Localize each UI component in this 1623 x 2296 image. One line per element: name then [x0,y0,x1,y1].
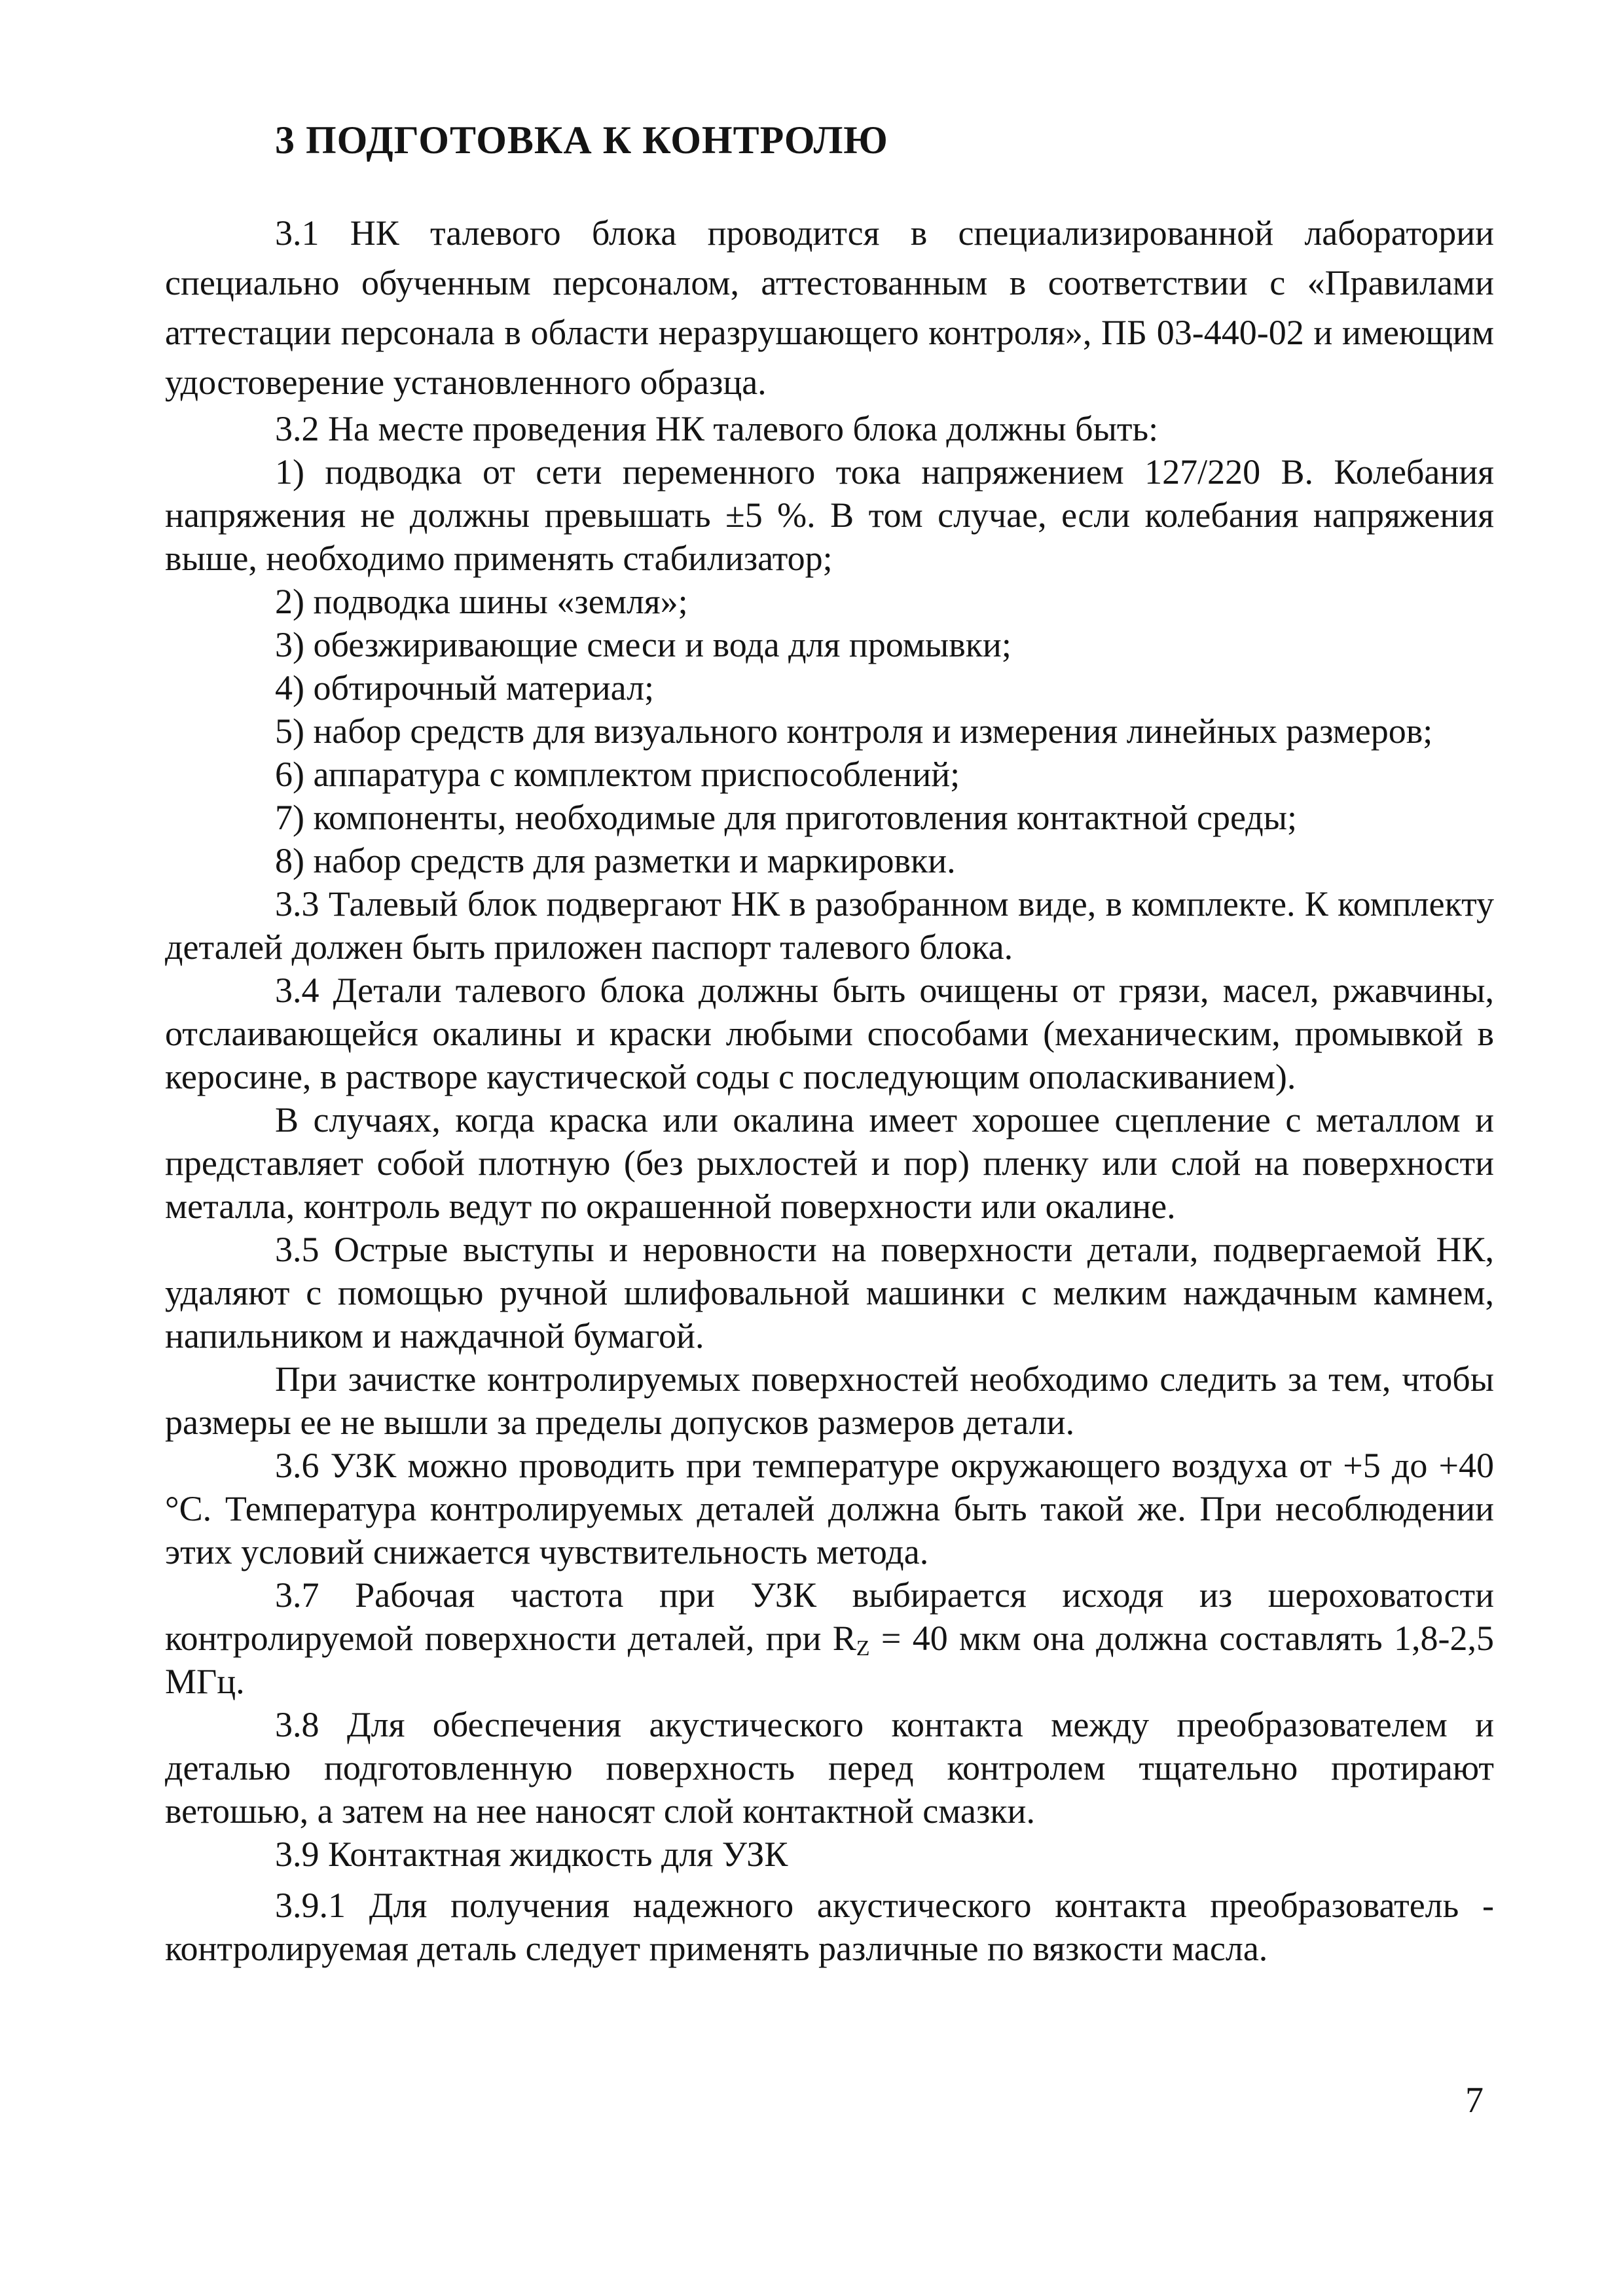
paragraph-3-3: 3.3 Талевый блок подвергают НК в разобранном виде, в комплекте. К комплекту деталей должен быть приложен паспорт талевого блока. [165,884,1494,967]
paragraph-3-9-1: 3.9.1 Для получения надежного акустического контакта преобразователь - контролируемая деталь следует применять различные по вязкости масла. [165,1886,1494,1968]
paragraph-3-6: 3.6 УЗК можно проводить при температуре окружающего воздуха от +5 до +40 °С. Температура контролируемых деталей должна быть такой же. При несоблюдении этих условий снижается чувствительность метода. [165,1446,1494,1571]
list-item-7: 7) компоненты, необходимые для приготовления контактной среды; [275,798,1298,837]
paragraph-3-7-text-b: = 40 мкм она должна составлять 1,8-2,5 МГц. [165,1619,1494,1701]
list-item-8: 8) набор средств для разметки и маркировки. [275,841,956,880]
paragraph-3-7-text-a: 3.7 Рабочая частота при УЗК выбирается исходя из шероховатости контролируемой поверхности деталей, при R [165,1575,1494,1658]
page-number: 7 [1465,2080,1484,2121]
paragraph-3-5-note: При зачистке контролируемых поверхностей необходимо следить за тем, чтобы размеры ее не вышли за пределы допусков размеров детали. [165,1359,1494,1442]
paragraph-3-7 [165,1573,1494,1703]
section-heading: 3 ПОДГОТОВКА К КОНТРОЛЮ [275,118,888,162]
list-item-1: 1) подводка от сети переменного тока напряжением 127/220 В. Колебания напряжения не должны превышать ±5 %. В том случае, если колебания напряжения выше, необходимо применять стабилизатор; [165,452,1494,578]
list-item-6: 6) аппаратура с комплектом приспособлений; [275,755,960,794]
list-item-2: 2) подводка шины «земля»; [275,582,688,621]
list-item-4: 4) обтирочный материал; [275,668,655,708]
paragraph-3-1: 3.1 НК талевого блока проводится в специализированной лаборатории специально обученным персоналом, аттестованным в соответствии с «Правилами аттестации персонала в области неразрушающего контроля», ПБ 03-440-02 и имеющим удостоверение установленного образца. [165,213,1494,402]
roughness-subscript: Z [856,1636,870,1660]
paragraph-3-9: 3.9 Контактная жидкость для УЗК [275,1835,788,1874]
document-body [165,208,1494,1970]
paragraph-3-8: 3.8 Для обеспечения акустического контакта между преобразователем и деталью подготовленную поверхность перед контролем тщательно протирают ветошью, а затем на нее наносят слой контактной смазки. [165,1705,1494,1831]
paragraph-3-5: 3.5 Острые выступы и неровности на поверхности детали, подвергаемой НК, удаляют с помощью ручной шлифовальной машинки с мелким наждачным камнем, напильником и наждачной бумагой. [165,1230,1494,1355]
paragraph-3-4: 3.4 Детали талевого блока должны быть очищены от грязи, масел, ржавчины, отслаивающейся окалины и краски любыми способами (механическим, промывкой в керосине, в растворе каустической соды с последующим ополаскиванием). [165,971,1494,1096]
paragraph-3-4-note: В случаях, когда краска или окалина имеет хорошее сцепление с металлом и представляет собой плотную (без рыхлостей и пор) пленку или слой на поверхности металла, контроль ведут по окрашенной поверхности или окалине. [165,1100,1494,1226]
list-item-5: 5) набор средств для визуального контроля и измерения линейных размеров; [275,711,1433,751]
list-item-3: 3) обезжиривающие смеси и вода для промывки; [275,625,1012,664]
paragraph-3-2: 3.2 На месте проведения НК талевого блока должны быть: [275,409,1159,448]
